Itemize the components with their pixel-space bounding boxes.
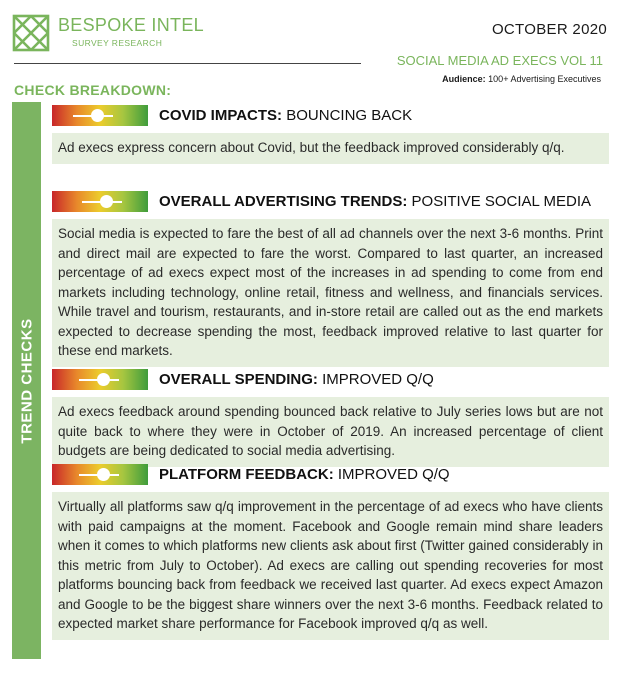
section-body: Ad execs express concern about Covid, but the feedback improved considerably q/q.	[52, 133, 609, 164]
sidebar-label: TREND CHECKS	[18, 317, 35, 444]
report-volume: SOCIAL MEDIA AD EXECS VOL 11	[396, 53, 603, 68]
section-title	[159, 107, 412, 124]
sentiment-gauge	[52, 369, 148, 390]
section-header	[52, 463, 609, 486]
gauge-knob	[100, 195, 113, 208]
section-body: Social media is expected to fare the best of all ad channels over the next 3-6 months. Print and direct mail are expected to fare the worst. Compared to last quarter, an increased percentage of ad execs expect most of the increases in ad spending to come from end markets including technology, online retail, fitness and wellness, and financials services. While travel and tourism, restaurants, and in-store retail are called out as the end markets expected to decrease spending the most, feedback improved relative to last quarter for these end markets.	[52, 219, 609, 367]
audience-line	[442, 74, 601, 84]
section-title	[159, 371, 434, 388]
brand-name: BESPOKE INTEL	[58, 15, 204, 35]
audience-label: Audience:	[442, 74, 486, 84]
section-overall-advertising-trends	[52, 190, 609, 367]
section-title-bold: COVID IMPACTS:	[159, 107, 283, 124]
gauge-knob	[91, 109, 104, 122]
gauge-knob	[97, 468, 110, 481]
section-header	[52, 190, 609, 213]
section-title-rest: IMPROVED Q/Q	[333, 466, 450, 483]
report-date: OCTOBER 2020	[491, 21, 607, 38]
check-breakdown-title: CHECK BREAKDOWN:	[14, 82, 172, 98]
audience-value: 100+ Advertising Executives	[488, 74, 601, 84]
section-overall-spending	[52, 368, 609, 467]
sentiment-gauge	[52, 191, 148, 212]
section-title-bold: OVERALL ADVERTISING TRENDS:	[159, 193, 408, 210]
section-body: Ad execs feedback around spending bounced back relative to July series lows but are not quite back to where they were in October of 2019. An increased percentage of client budgets are being dedicated to social media advertising.	[52, 397, 609, 467]
section-header	[52, 368, 609, 391]
bespoke-intel-logo	[12, 14, 50, 52]
section-header	[52, 104, 609, 127]
section-title-rest: IMPROVED Q/Q	[317, 371, 434, 388]
section-title-rest: POSITIVE SOCIAL MEDIA	[407, 193, 592, 210]
sentiment-gauge	[52, 105, 148, 126]
section-covid-impacts	[52, 104, 609, 164]
section-title-rest: BOUNCING BACK	[282, 107, 413, 124]
section-title	[159, 193, 591, 210]
brand-subtitle: SURVEY RESEARCH	[72, 38, 163, 48]
section-platform-feedback	[52, 463, 609, 640]
section-body: Virtually all platforms saw q/q improvement in the percentage of ad execs who have clients with paid campaigns at the moment. Facebook and Google remain mind share leaders when it comes to which platforms new clients ask about first (Twitter gained considerably in this metric from July to October). Ad execs are calling out spending recoveries for most platforms bouncing back from feedback we received last quarter. Ad execs expect Amazon and Google to be the biggest share winners over the next 3-6 months. Feedback related to expected market share performance for Facebook improved q/q as well.	[52, 492, 609, 640]
sentiment-gauge	[52, 464, 148, 485]
section-title-bold: OVERALL SPENDING:	[159, 371, 318, 388]
section-title	[159, 466, 450, 483]
gauge-knob	[97, 373, 110, 386]
trend-checks-sidebar	[12, 102, 41, 659]
section-title-bold: PLATFORM FEEDBACK:	[159, 466, 334, 483]
header-divider	[14, 63, 361, 64]
